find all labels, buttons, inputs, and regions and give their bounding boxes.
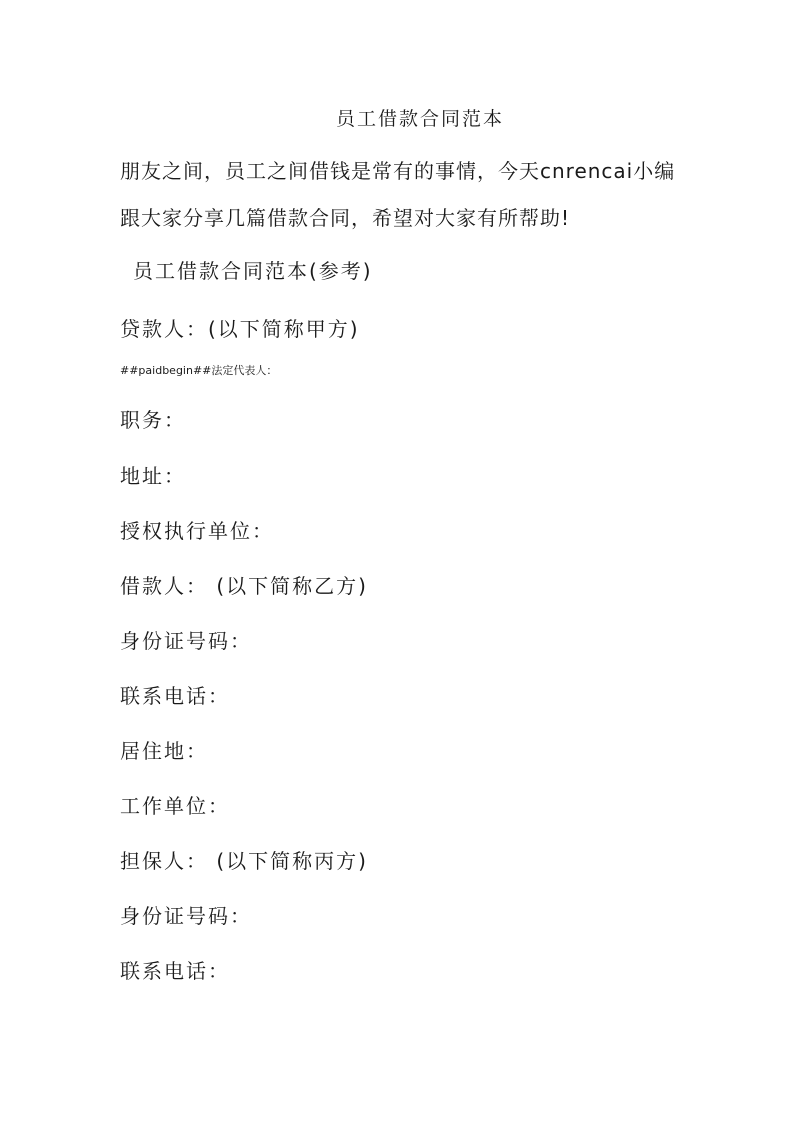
lender-line: 贷款人：(以下简称甲方) [120, 317, 360, 341]
field-address: 地址： [120, 464, 186, 488]
field-authorized-unit: 授权执行单位： [120, 519, 274, 543]
paid-marker-line: ##paidbegin##法定代表人： [120, 364, 278, 377]
field-borrower: 借款人： (以下简称乙方) [120, 574, 368, 598]
field-guarantor: 担保人： (以下简称丙方) [120, 849, 368, 873]
field-residence: 居住地： [120, 739, 208, 763]
field-guarantor-id-number: 身份证号码： [120, 904, 252, 928]
field-id-number: 身份证号码： [120, 629, 252, 653]
document-title: 员工借款合同范本 [335, 108, 504, 130]
field-guarantor-phone: 联系电话： [120, 959, 230, 983]
contract-subtitle: 员工借款合同范本(参考) [133, 259, 373, 283]
field-work-unit: 工作单位： [120, 794, 230, 818]
intro-paragraph: 朋友之间，员工之间借钱是常有的事情，今天cnrencai小编跟大家分享几篇借款合同，希望对大家有所帮助! [120, 159, 676, 230]
field-phone: 联系电话： [120, 684, 230, 708]
field-position: 职务： [120, 408, 186, 432]
